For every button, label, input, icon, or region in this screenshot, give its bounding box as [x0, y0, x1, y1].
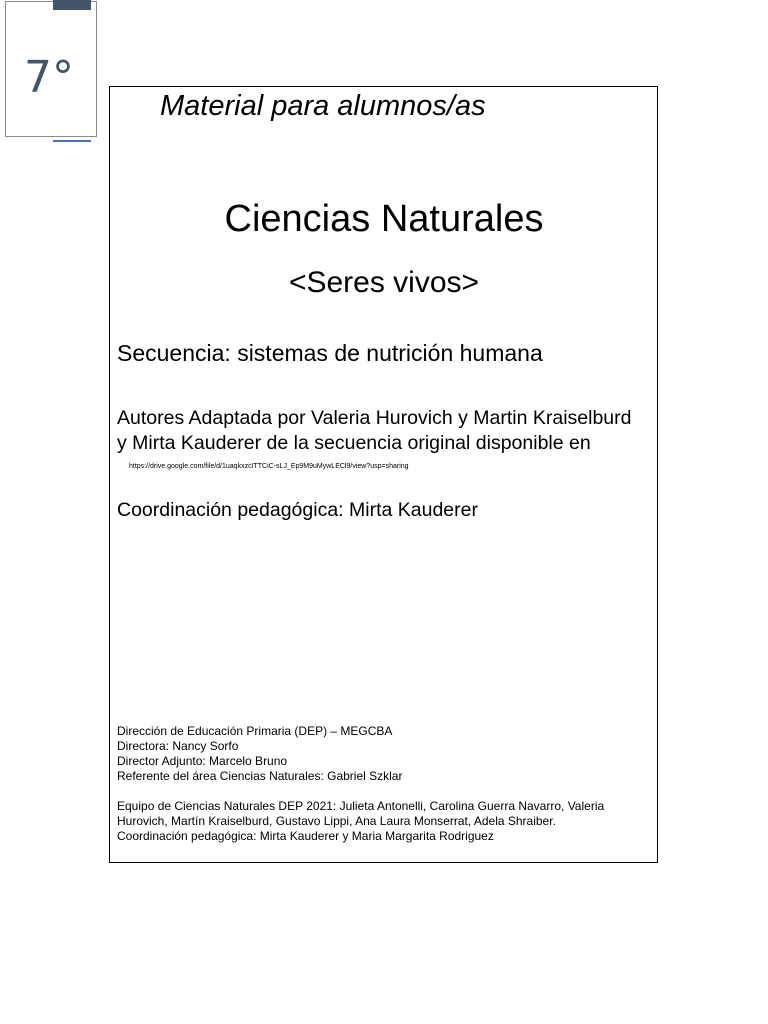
subject-title: Ciencias Naturales: [224, 198, 544, 240]
credits-line: Equipo de Ciencias Naturales DEP 2021: Julieta Antonelli, Carolina Guerra Navarro, Valeria: [117, 799, 605, 813]
coordination-line: Coordinación pedagógica: Mirta Kauderer: [117, 499, 478, 521]
grade-underline-decoration: [53, 140, 91, 142]
credits-line: Directora: Nancy Sorfo: [117, 739, 239, 753]
unit-title: <Seres vivos>: [288, 266, 480, 299]
credits-direction-block: [117, 724, 402, 784]
credits-line: Dirección de Educación Primaria (DEP) – MEGCBA: [117, 724, 393, 738]
credits-line: Hurovich, Martín Kraiselburd, Gustavo Lippi, Ana Laura Monserrat, Adela Shraiber.: [117, 814, 556, 828]
material-title: Material para alumnos/as: [160, 90, 486, 122]
authors-text: Autores Adaptada por Valeria Hurovich y Martin Kraiselburd y Mirta Kauderer de la secuencia original disponible en: [117, 407, 632, 454]
grade-tab-decoration: [53, 0, 91, 10]
credits-line: Director Adjunto: Marcelo Bruno: [117, 754, 288, 768]
source-link[interactable]: https://drive.google.com/file/d/1uaqkxzcITTCiC-sLJ_Ep9M9uMywLECl9/view?usp=sharing: [129, 463, 409, 470]
credits-team-block: [117, 799, 653, 844]
credits-line: Coordinación pedagógica: Mirta Kauderer y Maria Margarita Rodriguez: [117, 829, 494, 843]
authors-paragraph: [117, 406, 637, 481]
sequence-title: Secuencia: sistemas de nutrición humana: [117, 340, 543, 366]
grade-label: 7°: [24, 52, 74, 103]
credits-line: Referente del área Ciencias Naturales: Gabriel Szklar: [117, 769, 403, 783]
